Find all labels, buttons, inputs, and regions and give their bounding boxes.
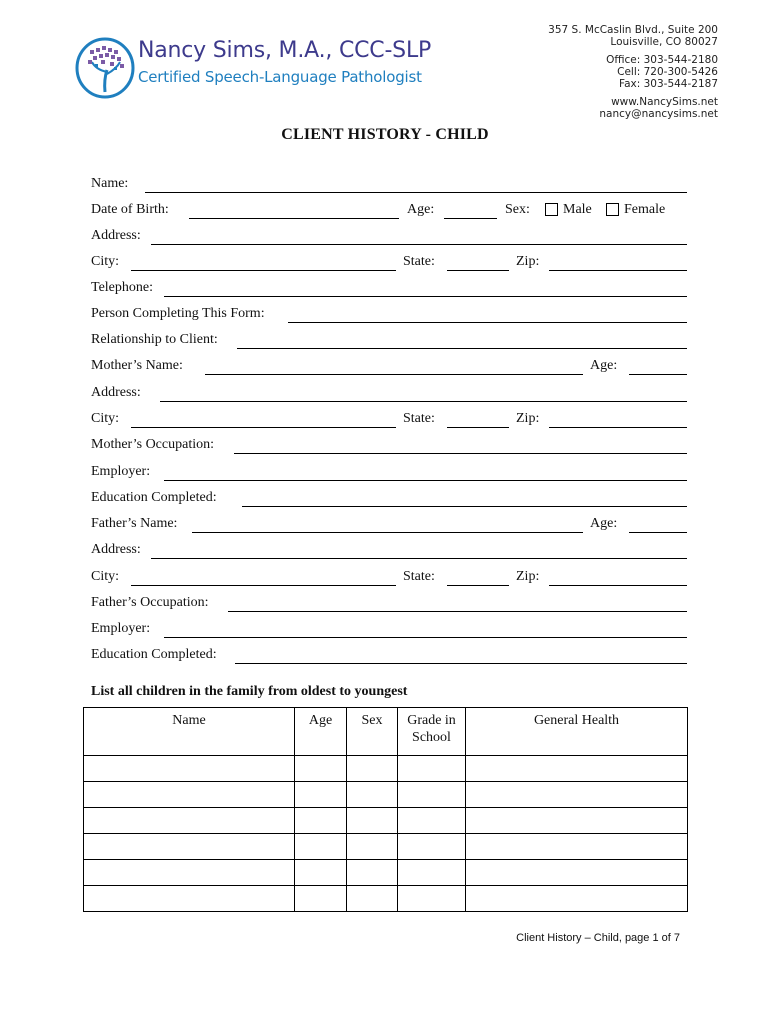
child-health-cell[interactable]	[466, 782, 688, 808]
child-sex-cell[interactable]	[347, 886, 398, 912]
col-name: Name	[84, 708, 295, 756]
address-row	[91, 228, 687, 248]
mothers-name-row	[91, 358, 687, 378]
table-row	[84, 782, 688, 808]
mothers-city-field[interactable]	[131, 427, 396, 428]
table-row	[84, 860, 688, 886]
city-row	[91, 254, 687, 274]
child-health-cell[interactable]	[466, 834, 688, 860]
fathers-state-field[interactable]	[447, 585, 509, 586]
children-table-header	[84, 708, 688, 756]
mothers-name-field[interactable]	[205, 374, 583, 375]
city-label: City:	[91, 254, 120, 269]
fathers-address-label: Address:	[91, 542, 141, 557]
telephone-field[interactable]	[164, 296, 687, 297]
mothers-education-field[interactable]	[242, 506, 687, 507]
email-link[interactable]: nancy@nancysims.net	[599, 108, 718, 120]
child-grade-cell[interactable]	[398, 808, 466, 834]
child-name-cell[interactable]	[84, 782, 295, 808]
table-row	[84, 834, 688, 860]
office-phone: Office: 303-544-2180	[606, 54, 718, 66]
fathers-employer-field[interactable]	[164, 637, 687, 638]
child-name-cell[interactable]	[84, 834, 295, 860]
fathers-name-label: Father’s Name:	[91, 516, 178, 531]
col-grade: Grade in School	[398, 708, 466, 756]
relationship-row	[91, 332, 687, 352]
fathers-city-field[interactable]	[131, 585, 396, 586]
child-sex-cell[interactable]	[347, 860, 398, 886]
brand-subtitle: Certified Speech-Language Pathologist	[138, 68, 422, 86]
male-label: Male	[563, 202, 592, 217]
telephone-label: Telephone:	[91, 280, 153, 295]
children-table	[83, 707, 688, 912]
child-age-cell[interactable]	[295, 756, 347, 782]
mothers-name-label: Mother’s Name:	[91, 358, 183, 373]
dob-row	[91, 202, 687, 222]
dob-field[interactable]	[189, 218, 399, 219]
address-line1: 357 S. McCaslin Blvd., Suite 200	[548, 24, 718, 36]
zip-field[interactable]	[549, 270, 687, 271]
child-sex-cell[interactable]	[347, 756, 398, 782]
zip-label: Zip:	[516, 254, 540, 269]
telephone-row	[91, 280, 687, 300]
mothers-education-row	[91, 490, 687, 510]
fathers-occupation-field[interactable]	[228, 611, 687, 612]
mothers-age-label: Age:	[590, 358, 618, 373]
city-field[interactable]	[131, 270, 396, 271]
child-name-cell[interactable]	[84, 808, 295, 834]
mothers-address-field[interactable]	[160, 401, 687, 402]
cell-phone: Cell: 720-300-5426	[617, 66, 718, 78]
child-age-cell[interactable]	[295, 886, 347, 912]
address-field[interactable]	[151, 244, 687, 245]
fathers-occupation-row	[91, 595, 687, 615]
female-label: Female	[624, 202, 666, 217]
child-health-cell[interactable]	[466, 808, 688, 834]
name-row	[91, 176, 687, 196]
female-checkbox[interactable]	[606, 203, 619, 216]
child-grade-cell[interactable]	[398, 782, 466, 808]
col-health: General Health	[466, 708, 688, 756]
fathers-address-row	[91, 542, 687, 562]
fathers-age-field[interactable]	[629, 532, 687, 533]
person-completing-row	[91, 306, 687, 326]
page-footer: Client History – Child, page 1 of 7	[516, 932, 680, 944]
mothers-address-label: Address:	[91, 385, 141, 400]
fathers-address-field[interactable]	[151, 558, 687, 559]
fax-number: Fax: 303-544-2187	[619, 78, 718, 90]
child-grade-cell[interactable]	[398, 834, 466, 860]
mothers-zip-field[interactable]	[549, 427, 687, 428]
male-checkbox[interactable]	[545, 203, 558, 216]
sex-label: Sex:	[505, 202, 530, 217]
relationship-label: Relationship to Client:	[91, 332, 218, 347]
person-completing-field[interactable]	[288, 322, 687, 323]
child-age-cell[interactable]	[295, 808, 347, 834]
fathers-occupation-label: Father’s Occupation:	[91, 595, 209, 610]
address-line2: Louisville, CO 80027	[610, 36, 718, 48]
mothers-employer-row	[91, 464, 687, 484]
fathers-city-row	[91, 569, 687, 589]
child-grade-cell[interactable]	[398, 886, 466, 912]
child-health-cell[interactable]	[466, 756, 688, 782]
fathers-employer-row	[91, 621, 687, 641]
mothers-city-label: City:	[91, 411, 120, 426]
child-age-cell[interactable]	[295, 860, 347, 886]
child-grade-cell[interactable]	[398, 860, 466, 886]
mothers-state-field[interactable]	[447, 427, 509, 428]
child-age-cell[interactable]	[295, 834, 347, 860]
fathers-employer-label: Employer:	[91, 621, 151, 636]
address-label: Address:	[91, 228, 141, 243]
state-field[interactable]	[447, 270, 509, 271]
website-link[interactable]: www.NancySims.net	[611, 96, 718, 108]
mothers-age-field[interactable]	[629, 374, 687, 375]
age-label: Age:	[407, 202, 435, 217]
mothers-employer-label: Employer:	[91, 464, 151, 479]
tree-logo	[74, 36, 136, 100]
name-field[interactable]	[145, 192, 687, 193]
table-row	[84, 886, 688, 912]
fathers-zip-label: Zip:	[516, 569, 540, 584]
relationship-field[interactable]	[237, 348, 687, 349]
table-row	[84, 808, 688, 834]
brand-name: Nancy Sims, M.A., CCC-SLP	[138, 38, 432, 63]
mothers-address-row	[91, 385, 687, 405]
mothers-occupation-field[interactable]	[234, 453, 687, 454]
child-grade-cell[interactable]	[398, 756, 466, 782]
children-heading: List all children in the family from oldest to youngest	[91, 684, 408, 699]
child-name-cell[interactable]	[84, 756, 295, 782]
mothers-zip-label: Zip:	[516, 411, 540, 426]
mothers-occupation-label: Mother’s Occupation:	[91, 437, 214, 452]
fathers-education-label: Education Completed:	[91, 647, 217, 662]
dob-label: Date of Birth:	[91, 202, 169, 217]
state-label: State:	[403, 254, 435, 269]
mothers-city-row	[91, 411, 687, 431]
mothers-state-label: State:	[403, 411, 435, 426]
fathers-state-label: State:	[403, 569, 435, 584]
person-completing-label: Person Completing This Form:	[91, 306, 265, 321]
fathers-age-label: Age:	[590, 516, 618, 531]
fathers-name-field[interactable]	[192, 532, 583, 533]
page-title: CLIENT HISTORY - CHILD	[281, 126, 489, 143]
fathers-name-row	[91, 516, 687, 536]
name-label: Name:	[91, 176, 129, 191]
child-sex-cell[interactable]	[347, 808, 398, 834]
table-row	[84, 756, 688, 782]
mothers-education-label: Education Completed:	[91, 490, 217, 505]
child-health-cell[interactable]	[466, 860, 688, 886]
child-sex-cell[interactable]	[347, 834, 398, 860]
col-sex: Sex	[347, 708, 398, 756]
child-sex-cell[interactable]	[347, 782, 398, 808]
fathers-zip-field[interactable]	[549, 585, 687, 586]
mothers-employer-field[interactable]	[164, 480, 687, 481]
child-name-cell[interactable]	[84, 886, 295, 912]
col-age: Age	[295, 708, 347, 756]
age-field[interactable]	[444, 218, 497, 219]
mothers-occupation-row	[91, 437, 687, 457]
child-health-cell[interactable]	[466, 886, 688, 912]
child-name-cell[interactable]	[84, 860, 295, 886]
fathers-city-label: City:	[91, 569, 120, 584]
fathers-education-row	[91, 647, 687, 667]
contact-block	[548, 24, 718, 120]
child-age-cell[interactable]	[295, 782, 347, 808]
fathers-education-field[interactable]	[235, 663, 687, 664]
